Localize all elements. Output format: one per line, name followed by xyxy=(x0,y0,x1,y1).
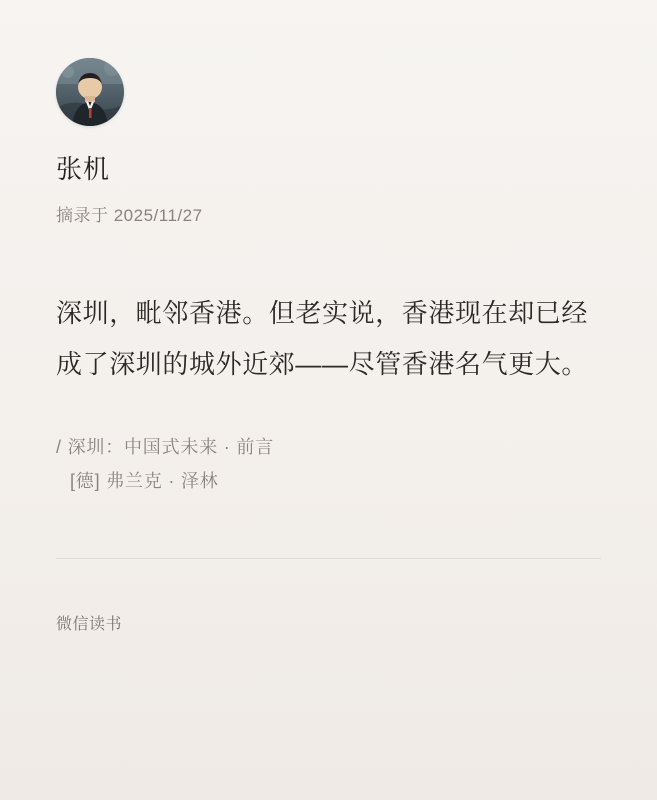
author-name: 张机 xyxy=(56,154,111,184)
avatar[interactable] xyxy=(56,58,124,126)
source-author-line: [德] 弗兰克 · 泽林 xyxy=(70,470,219,491)
person-photo-avatar-icon xyxy=(56,58,124,126)
excerpt-date: 摘录于 2025/11/27 xyxy=(56,206,203,226)
footer-brand-label: 微信读书 xyxy=(56,615,123,633)
source-block xyxy=(56,430,601,498)
quote-text: 深圳，毗邻香港。但老实说，香港现在却已经成了深圳的城外近郊——尽管香港名气更大。 xyxy=(56,298,589,379)
source-book-line: / 深圳：中国式未来 · 前言 xyxy=(56,436,274,457)
divider xyxy=(56,558,601,559)
